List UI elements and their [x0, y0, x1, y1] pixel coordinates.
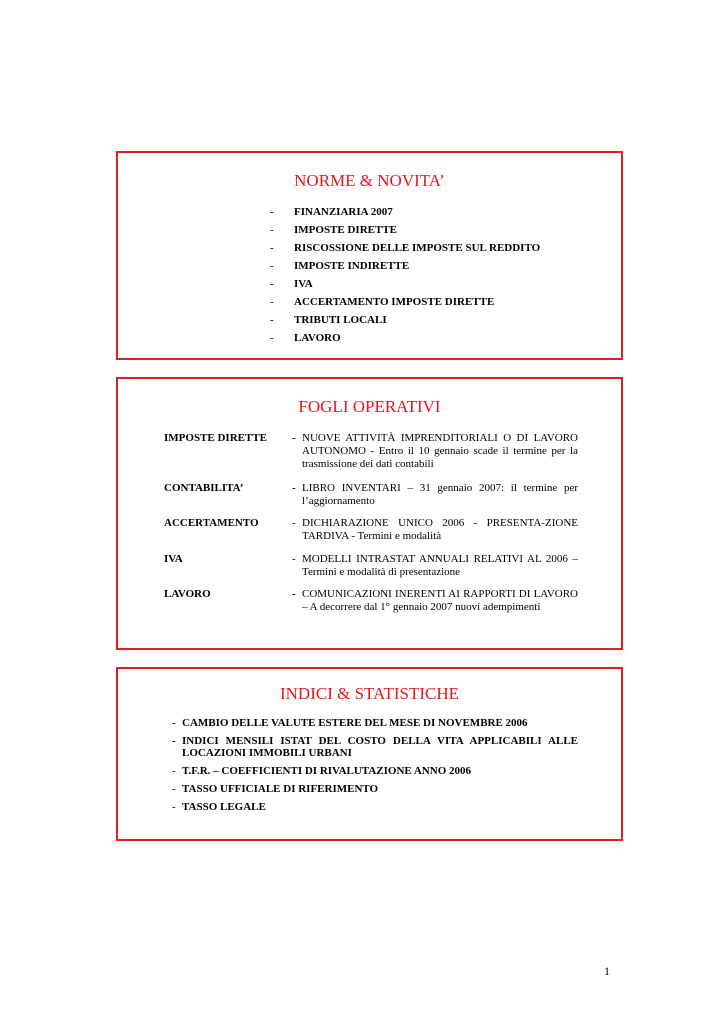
fogli-row-text: DICHIARAZIONE UNICO 2006 - PRESENTA-ZIONE TARDIVA - Termini e modalità	[302, 517, 578, 542]
indici-statistiche-box	[116, 667, 623, 841]
fogli-operativi-box: FOGLI OPERATIVI IMPOSTE DIRETTE - NUOVE ATTIVITÀ IMPRENDITORIALI O DI LAVORO AUTONOMO - Entro il 10 gennaio scade il termine per la trasmissione dei dati contabili CONTABILITA’ - LIBRO INVENTARI – 31 gennaio 2007: il termine per l’aggiornamento ACCERTAMENTO - DICHIARAZIONE UNICO 2006 - PRESENTA-ZIONE TARDIVA - Termini e modalità IVA - MODELLI INTRASTAT ANNUALI RELATIVI AL 2006 – Termini e modalità di presentazione LAVORO - COMUNICAZIONI INERENTI AI RAPPORTI DI LAVORO – A decorrere dal 1° gennaio 2007 nuovi adempimenti	[116, 377, 623, 650]
fogli-operativi-title: FOGLI OPERATIVI	[298, 397, 441, 416]
list-item[interactable]: - ACCERTAMENTO IMPOSTE DIRETTE	[270, 296, 495, 308]
list-item[interactable]: - INDICI MENSILI ISTAT DEL COSTO DELLA VITA APPLICABILI ALLE LOCAZIONI IMMOBILI URBANI	[172, 735, 578, 759]
list-item[interactable]: - FINANZIARIA 2007	[270, 206, 393, 218]
list-item[interactable]: - T.F.R. – COEFFICIENTI DI RIVALUTAZIONE ANNO 2006	[172, 765, 472, 777]
norme-novita-box	[116, 151, 623, 360]
indici-statistiche-title: INDICI & STATISTICHE	[279, 684, 459, 703]
list-item[interactable]: - RISCOSSIONE DELLE IMPOSTE SUL REDDITO	[270, 242, 541, 254]
fogli-row-label: IMPOSTE DIRETTE	[164, 432, 267, 444]
norme-novita-title: NORME & NOVITA’	[294, 171, 445, 190]
list-item[interactable]: - TRIBUTI LOCALI	[270, 314, 387, 326]
fogli-row-text: MODELLI INTRASTAT ANNUALI RELATIVI AL 2006 – Termini e modalità di presentazione	[302, 553, 578, 578]
fogli-row-label: LAVORO	[164, 588, 211, 600]
fogli-row-text: COMUNICAZIONI INERENTI AI RAPPORTI DI LAVORO – A decorrere dal 1° gennaio 2007 nuovi adempimenti	[302, 588, 578, 613]
fogli-row-text: LIBRO INVENTARI – 31 gennaio 2007: il termine per l’aggiornamento	[302, 482, 578, 507]
list-item[interactable]: - IVA	[270, 278, 313, 290]
page-number: 1	[604, 964, 610, 978]
norme-novita-list	[270, 203, 540, 347]
fogli-row-label: CONTABILITA’	[164, 482, 244, 494]
indici-statistiche-list	[172, 717, 578, 819]
list-item[interactable]: - LAVORO	[270, 332, 341, 344]
list-item[interactable]: - TASSO UFFICIALE DI RIFERIMENTO	[172, 783, 379, 795]
fogli-row-label: ACCERTAMENTO	[164, 517, 259, 529]
fogli-row-label: IVA	[164, 553, 183, 565]
list-item[interactable]: - IMPOSTE DIRETTE	[270, 224, 397, 236]
list-item[interactable]: - TASSO LEGALE	[172, 801, 266, 813]
fogli-row-text: NUOVE ATTIVITÀ IMPRENDITORIALI O DI LAVORO AUTONOMO - Entro il 10 gennaio scade il termine per la trasmissione dei dati contabili	[302, 432, 578, 470]
list-item[interactable]: - CAMBIO DELLE VALUTE ESTERE DEL MESE DI NOVEMBRE 2006	[172, 717, 528, 729]
list-item[interactable]: - IMPOSTE INDIRETTE	[270, 260, 410, 272]
